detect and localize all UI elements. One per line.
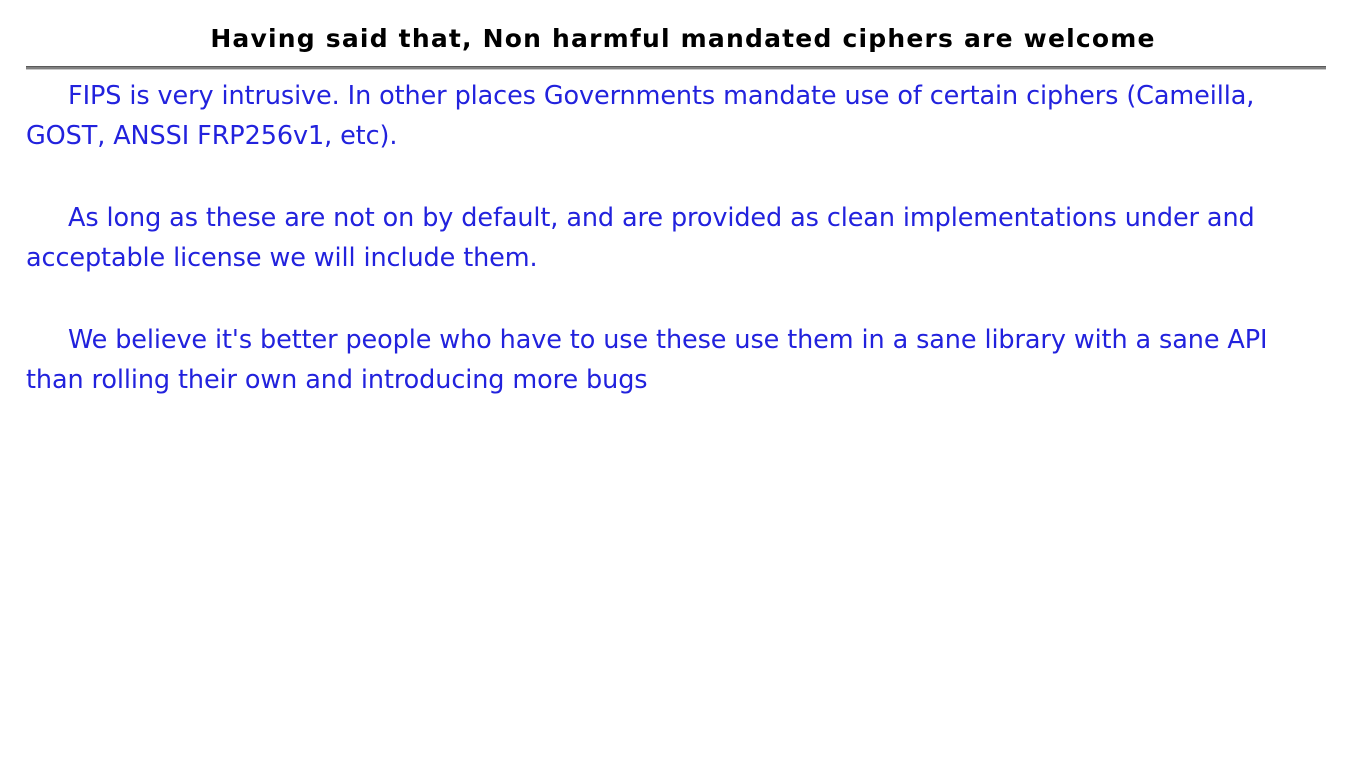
slide-body (26, 76, 1326, 400)
slide-title: Having said that, Non harmful mandated ciphers are welcome (210, 24, 1156, 53)
body-paragraph-1: FIPS is very intrusive. In other places Governments mandate use of certain ciphers (Cameilla, GOST, ANSSI FRP256v1, etc). (26, 81, 1255, 151)
body-paragraph-3: We believe it's better people who have to use these use them in a sane library with a sane API than rolling their own and introducing more bugs (26, 325, 1268, 395)
body-paragraph-2: As long as these are not on by default, and are provided as clean implementations under and acceptable license we will include them. (26, 203, 1255, 273)
title-divider (26, 66, 1326, 70)
